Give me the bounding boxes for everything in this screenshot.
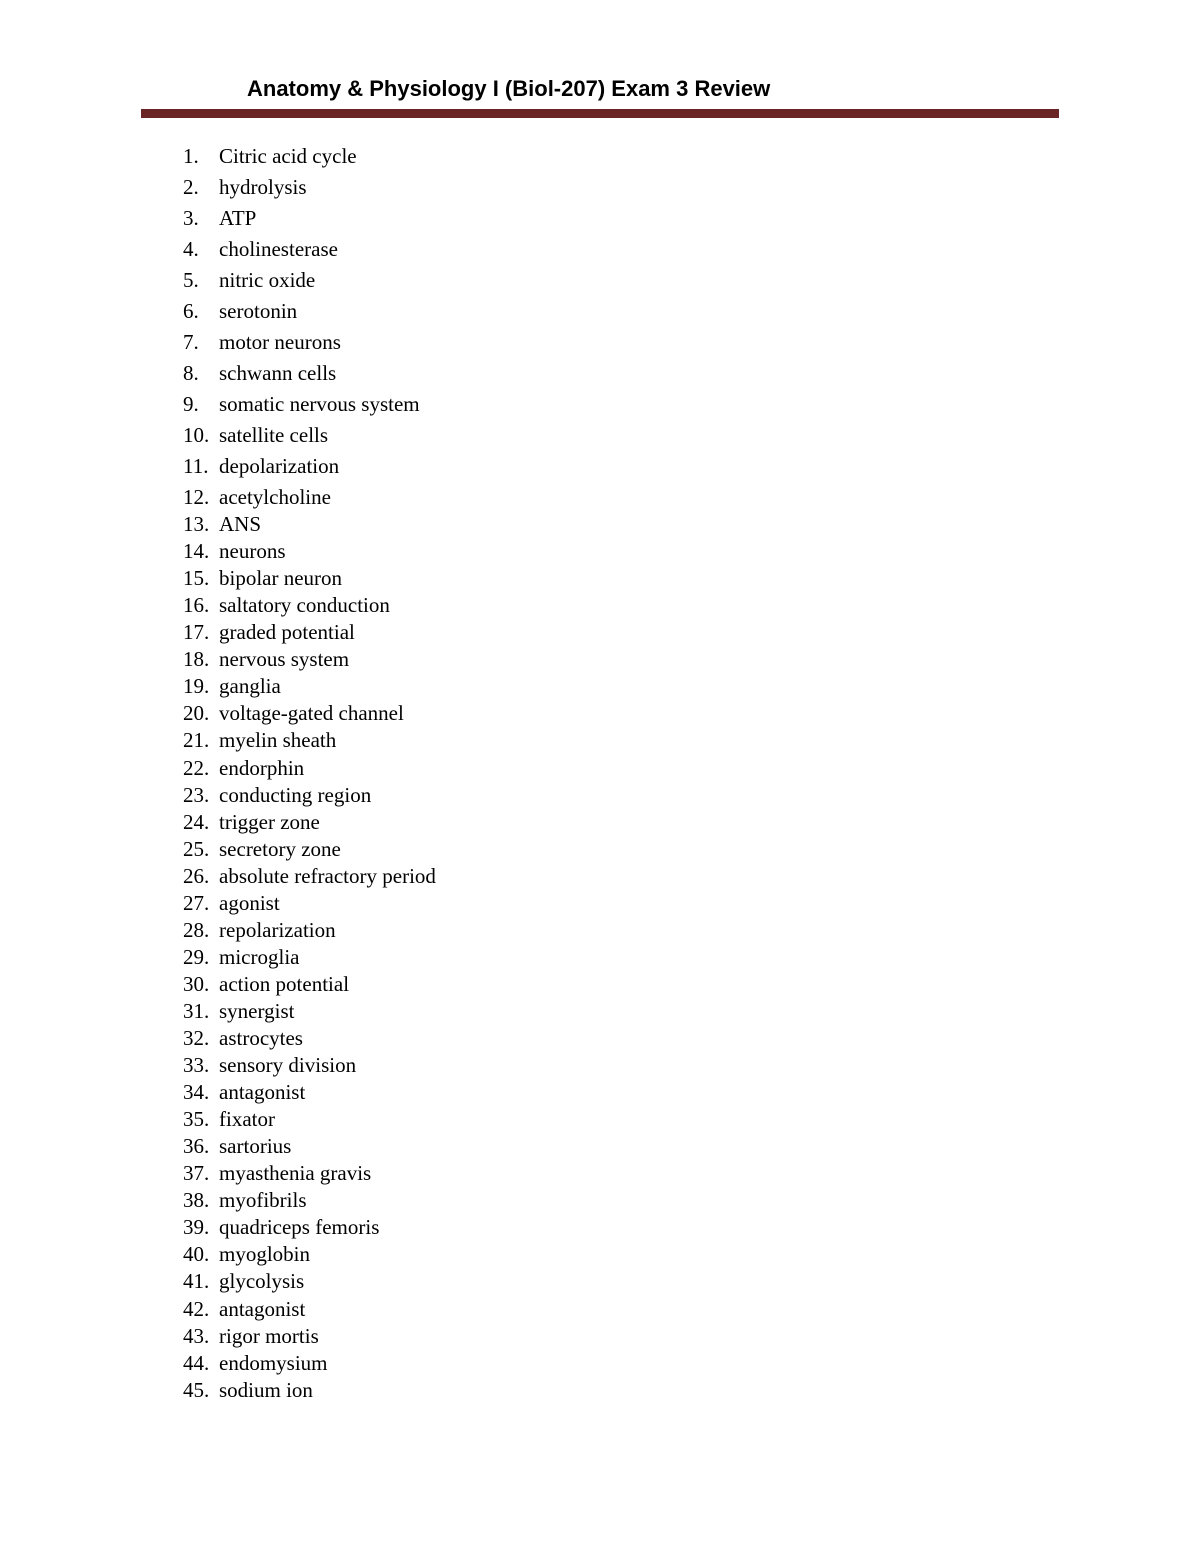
item-number: 38. — [183, 1188, 210, 1213]
item-number: 18. — [183, 647, 210, 672]
item-number: 36. — [183, 1134, 210, 1159]
list-item — [183, 390, 420, 418]
list-item — [183, 537, 286, 565]
item-number: 24. — [183, 809, 210, 834]
item-term: trigger zone — [219, 809, 320, 834]
list-item — [183, 699, 404, 727]
list-item — [183, 452, 339, 480]
item-term: conducting region — [219, 782, 372, 807]
list-item — [183, 808, 320, 836]
item-term: repolarization — [219, 917, 336, 942]
item-term: myoglobin — [219, 1242, 311, 1267]
list-item — [183, 1024, 303, 1052]
list-item — [183, 754, 304, 782]
item-term: nervous system — [219, 647, 350, 672]
list-item — [183, 1213, 379, 1241]
item-term: fixator — [219, 1107, 275, 1132]
item-number: 17. — [183, 620, 210, 645]
item-term: bipolar neuron — [219, 566, 343, 591]
item-term: antagonist — [219, 1296, 306, 1321]
item-number: 19. — [183, 674, 210, 699]
item-term: secretory zone — [219, 836, 341, 861]
list-item — [183, 204, 256, 232]
item-term: ANS — [219, 512, 262, 537]
item-number: 13. — [183, 512, 210, 537]
item-number: 44. — [183, 1350, 210, 1375]
list-item — [183, 1322, 319, 1350]
page-title: Anatomy & Physiology I (Biol-207) Exam 3 Review — [247, 76, 771, 101]
item-term: cholinesterase — [219, 237, 338, 261]
list-item — [183, 483, 331, 511]
item-term: myofibrils — [219, 1188, 307, 1213]
item-number: 39. — [183, 1215, 210, 1240]
item-term: schwann cells — [219, 361, 337, 385]
list-item — [183, 1051, 356, 1079]
item-term: agonist — [219, 890, 280, 915]
item-number: 16. — [183, 593, 210, 618]
list-item — [183, 173, 307, 201]
item-number: 35. — [183, 1107, 210, 1132]
item-term: hydrolysis — [219, 175, 307, 199]
list-item — [183, 1267, 304, 1295]
item-number: 27. — [183, 890, 210, 915]
list-item — [183, 142, 357, 170]
item-term: ATP — [219, 206, 257, 230]
item-term: action potential — [219, 971, 350, 996]
list-item — [183, 618, 355, 646]
list-item — [183, 1295, 305, 1323]
item-number: 12. — [183, 485, 210, 509]
item-number: 29. — [183, 944, 210, 969]
item-term: rigor mortis — [219, 1323, 319, 1348]
item-number: 11. — [183, 454, 209, 478]
list-item — [183, 1132, 291, 1160]
item-number: 5. — [183, 268, 199, 292]
list-item — [183, 943, 299, 971]
list-item — [183, 970, 349, 998]
item-number: 20. — [183, 701, 210, 726]
item-number: 15. — [183, 566, 210, 591]
item-number: 25. — [183, 836, 210, 861]
item-term: myasthenia gravis — [219, 1161, 372, 1186]
list-item — [183, 1240, 310, 1268]
list-item — [183, 781, 371, 809]
list-item — [183, 889, 280, 917]
item-term: sartorius — [219, 1134, 292, 1159]
item-term: myelin sheath — [219, 728, 337, 753]
item-number: 3. — [183, 206, 199, 230]
item-term: voltage-gated channel — [219, 701, 404, 726]
list-item — [183, 266, 315, 294]
item-term: antagonist — [219, 1080, 306, 1105]
item-term: motor neurons — [219, 330, 341, 354]
item-number: 31. — [183, 998, 210, 1023]
item-number: 37. — [183, 1161, 210, 1186]
list-item — [183, 916, 336, 944]
item-term: endorphin — [219, 755, 305, 780]
item-term: glycolysis — [219, 1269, 305, 1294]
item-term: satellite cells — [219, 423, 329, 447]
list-item — [183, 1078, 305, 1106]
item-term: astrocytes — [219, 1026, 303, 1050]
item-number: 8. — [183, 361, 199, 385]
list-item — [183, 564, 342, 592]
item-number: 32. — [183, 1026, 210, 1050]
item-number: 22. — [183, 755, 210, 780]
list-item — [183, 862, 436, 890]
item-term: endomysium — [219, 1350, 328, 1375]
item-number: 43. — [183, 1323, 210, 1348]
item-number: 41. — [183, 1269, 210, 1294]
title-underline-rule — [141, 109, 1059, 118]
item-number: 42. — [183, 1296, 210, 1321]
list-item — [183, 1349, 328, 1377]
list-item — [183, 510, 261, 538]
list-item — [183, 591, 390, 619]
list-item — [183, 726, 336, 754]
item-term: quadriceps femoris — [219, 1215, 380, 1240]
item-term: nitric oxide — [219, 268, 316, 292]
item-term: acetylcholine — [219, 485, 331, 509]
item-number: 21. — [183, 728, 210, 753]
item-term: Citric acid cycle — [219, 144, 357, 168]
item-number: 45. — [183, 1377, 210, 1402]
list-item — [183, 421, 328, 449]
item-term: sensory division — [219, 1053, 357, 1078]
item-number: 34. — [183, 1080, 210, 1105]
item-term: somatic nervous system — [219, 392, 420, 416]
item-number: 10. — [183, 423, 210, 447]
item-number: 23. — [183, 782, 210, 807]
item-number: 28. — [183, 917, 210, 942]
list-item — [183, 1159, 371, 1187]
list-item — [183, 835, 341, 863]
item-term: depolarization — [219, 454, 340, 478]
list-item — [183, 1105, 275, 1133]
item-term: graded potential — [219, 620, 355, 645]
item-number: 6. — [183, 299, 199, 323]
item-term: sodium ion — [219, 1377, 313, 1402]
item-number: 9. — [183, 392, 199, 416]
item-number: 26. — [183, 863, 210, 888]
item-number: 7. — [183, 330, 199, 354]
list-item — [183, 297, 297, 325]
item-term: absolute refractory period — [219, 863, 436, 888]
item-number: 30. — [183, 971, 210, 996]
list-item — [183, 235, 338, 263]
item-number: 2. — [183, 175, 199, 199]
item-term: serotonin — [219, 299, 298, 323]
item-term: saltatory conduction — [219, 593, 390, 618]
item-number: 40. — [183, 1242, 210, 1267]
list-item — [183, 997, 294, 1025]
item-term: microglia — [219, 944, 300, 969]
list-item — [183, 1376, 313, 1404]
item-number: 1. — [183, 144, 199, 168]
item-number: 4. — [183, 237, 199, 261]
item-term: ganglia — [219, 674, 281, 699]
list-item — [183, 359, 336, 387]
list-item — [183, 672, 281, 700]
item-number: 14. — [183, 539, 210, 564]
item-term: neurons — [219, 539, 286, 564]
list-item — [183, 645, 349, 673]
list-item — [183, 1186, 307, 1214]
item-term: synergist — [219, 998, 295, 1023]
item-number: 33. — [183, 1053, 210, 1078]
list-item — [183, 328, 341, 356]
